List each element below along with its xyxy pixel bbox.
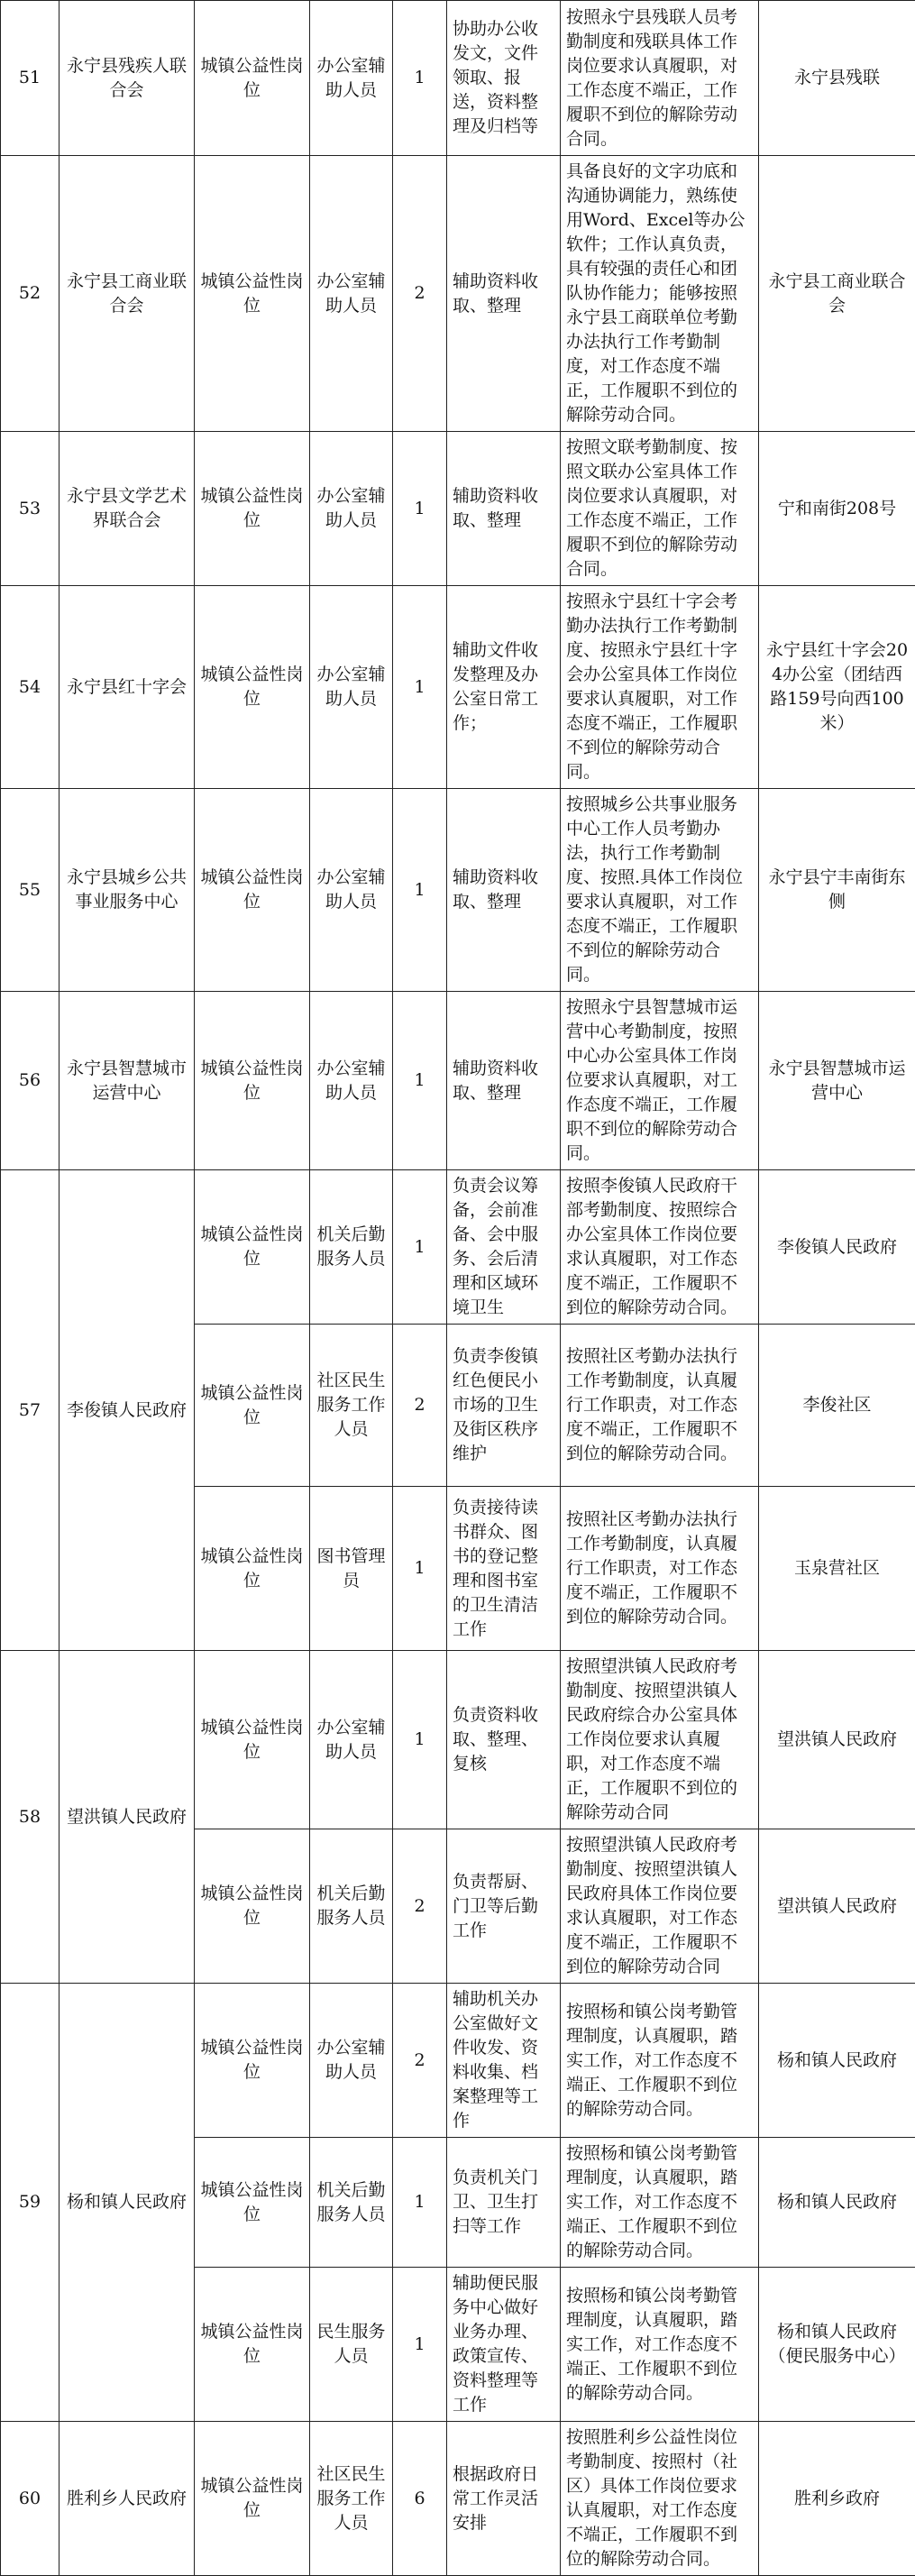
post-type-cell: 城镇公益性岗位 bbox=[195, 2422, 310, 2576]
workplace-cell: 玉泉营社区 bbox=[759, 1487, 915, 1651]
duties-cell: 辅助资料收取、整理 bbox=[447, 432, 561, 586]
workplace-cell: 永宁县智慧城市运营中心 bbox=[759, 992, 915, 1170]
row-number: 59 bbox=[1, 1984, 59, 2422]
employer-cell: 望洪镇人民政府 bbox=[59, 1651, 195, 1984]
post-name-cell: 办公室辅助人员 bbox=[310, 1, 393, 156]
requirements-cell: 按照社区考勤办法执行工作考勤制度，认真履行工作职责，对工作态度不端正，工作履职不到位的解除劳动合同。 bbox=[561, 1325, 759, 1487]
workplace-cell: 李俊镇人民政府 bbox=[759, 1170, 915, 1325]
post-type-cell: 城镇公益性岗位 bbox=[195, 1487, 310, 1651]
headcount-cell: 2 bbox=[393, 1325, 447, 1487]
table-row bbox=[1, 789, 915, 992]
duties-cell: 辅助机关办公室做好文件收发、资料收集、档案整理等工作 bbox=[447, 1984, 561, 2138]
post-type-cell: 城镇公益性岗位 bbox=[195, 789, 310, 992]
duties-cell: 负责会议筹备，会前准备、会中服务、会后清理和区域环境卫生 bbox=[447, 1170, 561, 1325]
post-type-cell: 城镇公益性岗位 bbox=[195, 1170, 310, 1325]
workplace-cell: 杨和镇人民政府 bbox=[759, 2138, 915, 2268]
headcount-cell: 2 bbox=[393, 1984, 447, 2138]
table-row bbox=[1, 1651, 915, 1829]
row-number: 56 bbox=[1, 992, 59, 1170]
post-name-cell: 办公室辅助人员 bbox=[310, 1651, 393, 1829]
row-number: 52 bbox=[1, 156, 59, 432]
requirements-cell: 按照胜利乡公益性岗位考勤制度、按照村（社区）具体工作岗位要求认真履职，对工作态度不端正，工作履职不到位的解除劳动合同。 bbox=[561, 2422, 759, 2576]
post-name-cell: 社区民生服务工作人员 bbox=[310, 2422, 393, 2576]
post-type-cell: 城镇公益性岗位 bbox=[195, 1, 310, 156]
table-row bbox=[1, 1170, 915, 1325]
requirements-cell: 按照杨和镇公岗考勤管理制度，认真履职，踏实工作，对工作态度不端正、工作履职不到位的解除劳动合同。 bbox=[561, 1984, 759, 2138]
headcount-cell: 2 bbox=[393, 1829, 447, 1984]
employer-cell: 永宁县文学艺术界联合会 bbox=[59, 432, 195, 586]
requirements-cell: 按照文联考勤制度、按照文联办公室具体工作岗位要求认真履职，对工作态度不端正，工作履职不到位的解除劳动合同。 bbox=[561, 432, 759, 586]
headcount-cell: 1 bbox=[393, 992, 447, 1170]
employer-cell: 永宁县红十字会 bbox=[59, 586, 195, 789]
requirements-cell: 按照李俊镇人民政府干部考勤制度、按照综合办公室具体工作岗位要求认真履职，对工作态度不端正，工作履职不到位的解除劳动合同。 bbox=[561, 1170, 759, 1325]
duties-cell: 协助办公收发文，文件领取、报送，资料整理及归档等 bbox=[447, 1, 561, 156]
post-name-cell: 图书管理员 bbox=[310, 1487, 393, 1651]
row-number: 58 bbox=[1, 1651, 59, 1984]
workplace-cell: 永宁县残联 bbox=[759, 1, 915, 156]
workplace-cell: 永宁县工商业联合会 bbox=[759, 156, 915, 432]
employer-cell: 永宁县工商业联合会 bbox=[59, 156, 195, 432]
duties-cell: 辅助便民服务中心做好业务办理、政策宣传、资料整理等工作 bbox=[447, 2268, 561, 2422]
headcount-cell: 6 bbox=[393, 2422, 447, 2576]
workplace-cell: 杨和镇人民政府（便民服务中心） bbox=[759, 2268, 915, 2422]
row-number: 57 bbox=[1, 1170, 59, 1651]
post-name-cell: 办公室辅助人员 bbox=[310, 586, 393, 789]
post-type-cell: 城镇公益性岗位 bbox=[195, 1651, 310, 1829]
employer-cell: 杨和镇人民政府 bbox=[59, 1984, 195, 2422]
post-name-cell: 办公室辅助人员 bbox=[310, 1984, 393, 2138]
requirements-cell: 按照永宁县残联人员考勤制度和残联具体工作岗位要求认真履职，对工作态度不端正，工作履职不到位的解除劳动合同。 bbox=[561, 1, 759, 156]
post-type-cell: 城镇公益性岗位 bbox=[195, 156, 310, 432]
requirements-cell: 按照城乡公共事业服务中心工作人员考勤办法，执行工作考勤制度、按照.具体工作岗位要求认真履职，对工作态度不端正，工作履职不到位的解除劳动合同。 bbox=[561, 789, 759, 992]
post-type-cell: 城镇公益性岗位 bbox=[195, 2138, 310, 2268]
duties-cell: 负责李俊镇红色便民小市场的卫生及街区秩序维护 bbox=[447, 1325, 561, 1487]
post-type-cell: 城镇公益性岗位 bbox=[195, 1984, 310, 2138]
duties-cell: 负责资料收取、整理、复核 bbox=[447, 1651, 561, 1829]
duties-cell: 辅助文件收发整理及办公室日常工作； bbox=[447, 586, 561, 789]
post-name-cell: 机关后勤服务人员 bbox=[310, 2138, 393, 2268]
headcount-cell: 1 bbox=[393, 432, 447, 586]
employer-cell: 李俊镇人民政府 bbox=[59, 1170, 195, 1651]
post-type-cell: 城镇公益性岗位 bbox=[195, 1829, 310, 1984]
employer-cell: 永宁县城乡公共事业服务中心 bbox=[59, 789, 195, 992]
headcount-cell: 1 bbox=[393, 789, 447, 992]
row-number: 54 bbox=[1, 586, 59, 789]
duties-cell: 负责接待读书群众、图书的登记整理和图书室的卫生清洁工作 bbox=[447, 1487, 561, 1651]
post-name-cell: 民生服务人员 bbox=[310, 2268, 393, 2422]
post-name-cell: 办公室辅助人员 bbox=[310, 992, 393, 1170]
post-name-cell: 办公室辅助人员 bbox=[310, 789, 393, 992]
requirements-cell: 按照望洪镇人民政府考勤制度、按照望洪镇人民政府具体工作岗位要求认真履职，对工作态度不端正，工作履职不到位的解除劳动合同 bbox=[561, 1829, 759, 1984]
post-type-cell: 城镇公益性岗位 bbox=[195, 1325, 310, 1487]
requirements-cell: 按照望洪镇人民政府考勤制度、按照望洪镇人民政府综合办公室具体工作岗位要求认真履职，对工作态度不端正，工作履职不到位的解除劳动合同 bbox=[561, 1651, 759, 1829]
duties-cell: 辅助资料收取、整理 bbox=[447, 789, 561, 992]
workplace-cell: 永宁县宁丰南街东侧 bbox=[759, 789, 915, 992]
post-name-cell: 办公室辅助人员 bbox=[310, 432, 393, 586]
headcount-cell: 1 bbox=[393, 2268, 447, 2422]
workplace-cell: 胜利乡政府 bbox=[759, 2422, 915, 2576]
employer-cell: 永宁县残疾人联合会 bbox=[59, 1, 195, 156]
table-row bbox=[1, 156, 915, 432]
duties-cell: 辅助资料收取、整理 bbox=[447, 156, 561, 432]
headcount-cell: 1 bbox=[393, 1170, 447, 1325]
duties-cell: 辅助资料收取、整理 bbox=[447, 992, 561, 1170]
duties-cell: 负责机关门卫、卫生打扫等工作 bbox=[447, 2138, 561, 2268]
table-row bbox=[1, 2422, 915, 2576]
table-row bbox=[1, 586, 915, 789]
table-row bbox=[1, 992, 915, 1170]
requirements-cell: 按照杨和镇公岗考勤管理制度，认真履职，踏实工作，对工作态度不端正、工作履职不到位的解除劳动合同。 bbox=[561, 2268, 759, 2422]
duties-cell: 负责帮厨、门卫等后勤工作 bbox=[447, 1829, 561, 1984]
post-type-cell: 城镇公益性岗位 bbox=[195, 992, 310, 1170]
headcount-cell: 1 bbox=[393, 2138, 447, 2268]
post-name-cell: 机关后勤服务人员 bbox=[310, 1170, 393, 1325]
workplace-cell: 杨和镇人民政府 bbox=[759, 1984, 915, 2138]
employer-cell: 永宁县智慧城市运营中心 bbox=[59, 992, 195, 1170]
headcount-cell: 1 bbox=[393, 586, 447, 789]
row-number: 51 bbox=[1, 1, 59, 156]
row-number: 53 bbox=[1, 432, 59, 586]
post-type-cell: 城镇公益性岗位 bbox=[195, 2268, 310, 2422]
requirements-cell: 按照社区考勤办法执行工作考勤制度，认真履行工作职责，对工作态度不端正，工作履职不到位的解除劳动合同。 bbox=[561, 1487, 759, 1651]
row-number: 55 bbox=[1, 789, 59, 992]
workplace-cell: 望洪镇人民政府 bbox=[759, 1651, 915, 1829]
workplace-cell: 李俊社区 bbox=[759, 1325, 915, 1487]
workplace-cell: 宁和南街208号 bbox=[759, 432, 915, 586]
requirements-cell: 按照永宁县智慧城市运营中心考勤制度，按照中心办公室具体工作岗位要求认真履职，对工作态度不端正，工作履职不到位的解除劳动合同。 bbox=[561, 992, 759, 1170]
headcount-cell: 1 bbox=[393, 1487, 447, 1651]
employer-cell: 胜利乡人民政府 bbox=[59, 2422, 195, 2576]
requirements-cell: 按照永宁县红十字会考勤办法执行工作考勤制度、按照永宁县红十字会办公室具体工作岗位要求认真履职，对工作态度不端正，工作履职不到位的解除劳动合同。 bbox=[561, 586, 759, 789]
post-name-cell: 办公室辅助人员 bbox=[310, 156, 393, 432]
headcount-cell: 1 bbox=[393, 1651, 447, 1829]
table-row bbox=[1, 432, 915, 586]
duties-cell: 根据政府日常工作灵活安排 bbox=[447, 2422, 561, 2576]
requirements-cell: 具备良好的文字功底和沟通协调能力，熟练使用Word、Excel等办公软件；工作认真负责，具有较强的责任心和团队协作能力；能够按照永宁县工商联单位考勤办法执行工作考勤制度，对工作态度不端正，工作履职不到位的解除劳动合同。 bbox=[561, 156, 759, 432]
row-number: 60 bbox=[1, 2422, 59, 2576]
headcount-cell: 1 bbox=[393, 1, 447, 156]
post-name-cell: 机关后勤服务人员 bbox=[310, 1829, 393, 1984]
workplace-cell: 永宁县红十字会204办公室（团结西路159号向西100米） bbox=[759, 586, 915, 789]
requirements-cell: 按照杨和镇公岗考勤管理制度，认真履职，踏实工作，对工作态度不端正、工作履职不到位的解除劳动合同。 bbox=[561, 2138, 759, 2268]
table-row bbox=[1, 1984, 915, 2138]
post-name-cell: 社区民生服务工作人员 bbox=[310, 1325, 393, 1487]
post-type-cell: 城镇公益性岗位 bbox=[195, 432, 310, 586]
headcount-cell: 2 bbox=[393, 156, 447, 432]
table-row bbox=[1, 1, 915, 156]
workplace-cell: 望洪镇人民政府 bbox=[759, 1829, 915, 1984]
post-type-cell: 城镇公益性岗位 bbox=[195, 586, 310, 789]
